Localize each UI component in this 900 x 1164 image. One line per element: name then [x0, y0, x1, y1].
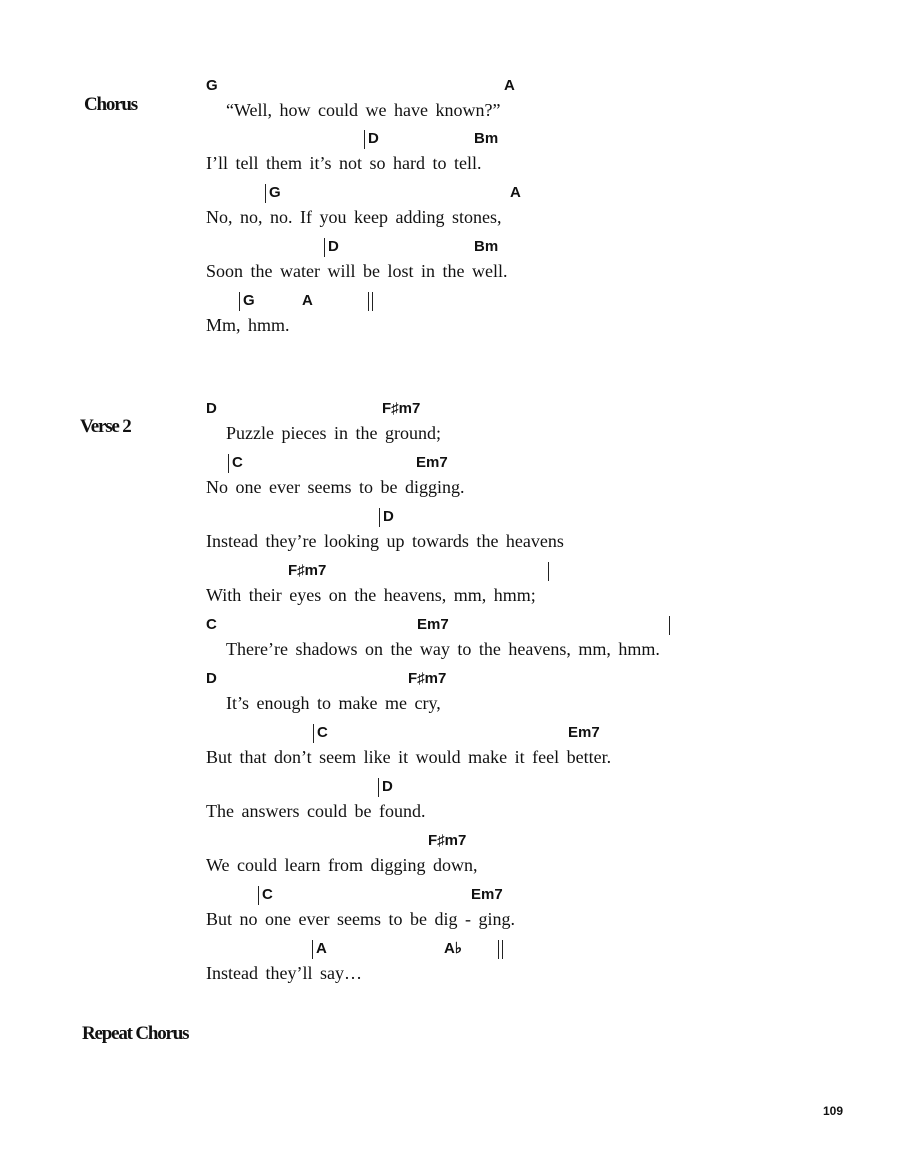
- chord-row: [206, 670, 886, 690]
- chord: F♯m7: [288, 562, 327, 579]
- bar-line: [228, 454, 229, 473]
- chord: Bm: [474, 130, 499, 147]
- chord-lyric-line: [206, 184, 886, 240]
- section-label-repeat-chorus: Repeat Chorus: [82, 1023, 189, 1044]
- chord-row: [206, 616, 886, 636]
- chord: C: [206, 616, 217, 633]
- bar-line: [378, 778, 379, 797]
- chord-lyric-line: [206, 238, 886, 294]
- chord-row: [206, 292, 886, 312]
- lyric-line: I’ll tell them it’s not so hard to tell.: [206, 153, 482, 173]
- chord: A: [316, 940, 327, 957]
- chord-lyric-line: [206, 454, 886, 510]
- chord: G: [206, 77, 218, 94]
- chord-lyric-line: [206, 562, 886, 618]
- lyric-line: We could learn from digging down,: [206, 855, 478, 875]
- chord-lyric-line: [206, 400, 886, 456]
- final-bar-line: [498, 940, 503, 959]
- chord-row: [206, 400, 886, 420]
- chord: Em7: [416, 454, 448, 471]
- bar-line: [239, 292, 240, 311]
- section-label-verse-2: Verse 2: [80, 416, 131, 437]
- chord-row: [206, 77, 886, 97]
- chord-row: [206, 562, 886, 582]
- chord-row: [206, 238, 886, 258]
- bar-line: [379, 508, 380, 527]
- chord: A: [504, 77, 515, 94]
- chord: D: [328, 238, 339, 255]
- lyric-line: “Well, how could we have known?”: [226, 100, 501, 120]
- chord-row: [206, 508, 886, 528]
- bar-line: [669, 616, 670, 635]
- lyric-line: It’s enough to make me cry,: [226, 693, 441, 713]
- lyric-line: There’re shadows on the way to the heavens, mm, hmm.: [226, 639, 660, 659]
- chord: Bm: [474, 238, 499, 255]
- chord: A: [510, 184, 521, 201]
- chord-lyric-line: [206, 886, 886, 942]
- chord-lyric-line: [206, 616, 886, 672]
- lyric-line: With their eyes on the heavens, mm, hmm;: [206, 585, 536, 605]
- bar-line: [265, 184, 266, 203]
- chord-row: [206, 454, 886, 474]
- chord: F♯m7: [428, 832, 467, 849]
- bar-line: [324, 238, 325, 257]
- chord: Em7: [568, 724, 600, 741]
- chord: D: [368, 130, 379, 147]
- bar-line: [258, 886, 259, 905]
- chord-row: [206, 778, 886, 798]
- chord: C: [232, 454, 243, 471]
- chord: D: [206, 400, 217, 417]
- chord-row: [206, 724, 886, 744]
- chord-lyric-line: [206, 130, 886, 186]
- chord-lyric-line: [206, 778, 886, 834]
- chord: Em7: [471, 886, 503, 903]
- chord: C: [262, 886, 273, 903]
- lyric-line: Mm, hmm.: [206, 315, 290, 335]
- chord-lyric-line: [206, 292, 886, 348]
- bar-line: [364, 130, 365, 149]
- chord-lyric-line: [206, 724, 886, 780]
- chord-row: [206, 130, 886, 150]
- chord: D: [383, 508, 394, 525]
- chord-row: [206, 940, 886, 960]
- chord: A♭: [444, 940, 462, 957]
- chord: D: [206, 670, 217, 687]
- bar-line: [548, 562, 549, 581]
- lyric-line: Instead they’ll say…: [206, 963, 362, 983]
- chord-row: [206, 886, 886, 906]
- chord-row: [206, 184, 886, 204]
- lyric-line: No, no, no. If you keep adding stones,: [206, 207, 502, 227]
- chord: D: [382, 778, 393, 795]
- lyric-line: But no one ever seems to be dig - ging.: [206, 909, 515, 929]
- chord: F♯m7: [382, 400, 421, 417]
- chord-lyric-line: [206, 77, 886, 133]
- bar-line: [313, 724, 314, 743]
- section-label-chorus: Chorus: [84, 94, 137, 115]
- chord: Em7: [417, 616, 449, 633]
- final-bar-line: [368, 292, 373, 311]
- chord: C: [317, 724, 328, 741]
- lyric-line: Instead they’re looking up towards the heavens: [206, 531, 564, 551]
- chord: F♯m7: [408, 670, 447, 687]
- chord-lyric-line: [206, 832, 886, 888]
- page-number: 109: [823, 1104, 844, 1118]
- lyric-line: Soon the water will be lost in the well.: [206, 261, 508, 281]
- lyric-line: No one ever seems to be digging.: [206, 477, 465, 497]
- chord: A: [302, 292, 313, 309]
- chord: G: [269, 184, 281, 201]
- lyric-line: The answers could be found.: [206, 801, 426, 821]
- lyric-line: But that don’t seem like it would make it feel better.: [206, 747, 612, 767]
- chord-row: [206, 832, 886, 852]
- bar-line: [312, 940, 313, 959]
- chord-lyric-line: [206, 670, 886, 726]
- chord: G: [243, 292, 255, 309]
- lyric-line: Puzzle pieces in the ground;: [226, 423, 441, 443]
- chord-lyric-line: [206, 940, 886, 996]
- chord-lyric-line: [206, 508, 886, 564]
